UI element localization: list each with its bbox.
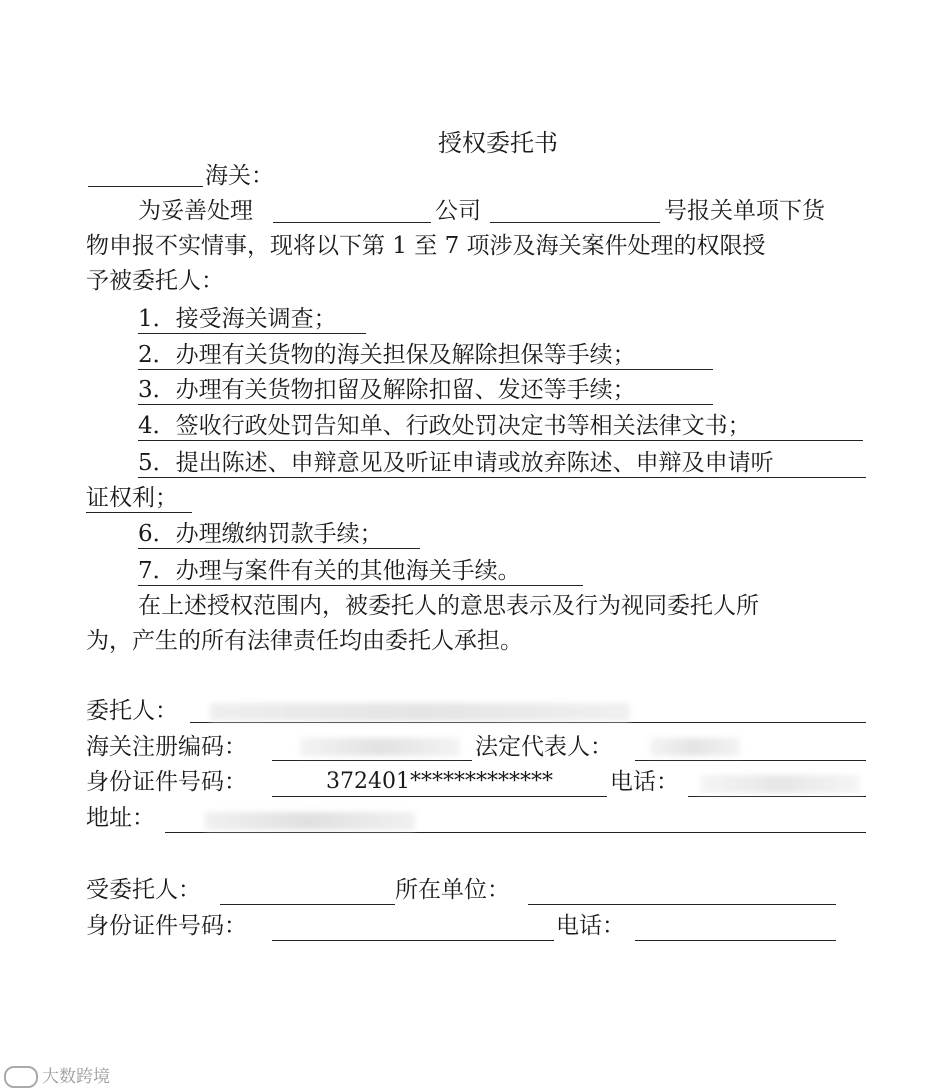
principal-id-label: 身份证件号码： [86, 769, 247, 795]
agent-label: 受委托人： [86, 877, 201, 903]
customs-code-field[interactable] [272, 760, 472, 761]
authority-item-2: 2．办理有关货物的海关担保及解除担保等手续； [138, 342, 636, 368]
salutation: 海关： [205, 163, 274, 189]
item-1-underline [138, 333, 366, 334]
item-5-underline [138, 477, 866, 478]
item-4-underline [138, 440, 863, 441]
watermark-logo-icon [4, 1066, 38, 1088]
principal-phone-field[interactable] [688, 796, 866, 797]
customs-code-redacted [300, 738, 460, 756]
agent-id-label: 身份证件号码： [86, 913, 247, 939]
intro-line-3: 予被委托人： [86, 268, 224, 294]
intro-part-1: 为妥善处理 [138, 198, 253, 224]
principal-id-field[interactable] [272, 796, 607, 797]
agent-unit-field[interactable] [528, 904, 836, 905]
item-3-underline [138, 404, 713, 405]
customs-name-blank[interactable] [88, 186, 203, 187]
principal-label: 委托人： [86, 698, 178, 724]
legal-rep-redacted [650, 738, 740, 756]
agent-unit-label: 所在单位： [395, 877, 510, 903]
authority-item-6: 6．办理缴纳罚款手续； [138, 521, 383, 547]
principal-redacted [210, 703, 630, 721]
principal-phone-label: 电话： [610, 769, 679, 795]
agent-phone-label: 电话： [556, 913, 625, 939]
customs-code-label: 海关注册编码： [86, 734, 247, 760]
principal-phone-redacted [700, 775, 860, 793]
document-title: 授权委托书 [438, 129, 558, 157]
address-label: 地址： [86, 805, 155, 831]
item-7-underline [138, 585, 583, 586]
watermark [4, 1062, 110, 1088]
intro-part-3: 号报关单项下货 [664, 198, 825, 224]
principal-id-value: 372401************* [326, 769, 553, 794]
intro-line-2: 物申报不实情事，现将以下第 1 至 7 项涉及海关案件处理的权限授 [86, 233, 766, 259]
legal-rep-label: 法定代表人： [475, 734, 613, 760]
declaration-number-blank[interactable] [490, 222, 660, 223]
authority-item-1: 1．接受海关调查； [138, 306, 337, 332]
intro-part-2: 公司 [435, 198, 481, 224]
closing-line-1: 在上述授权范围内，被委托人的意思表示及行为视同委托人所 [138, 593, 759, 619]
authority-item-5-cont: 证权利； [86, 485, 178, 511]
authority-item-5: 5．提出陈述、申辩意见及听证申请或放弃陈述、申辩及申请听 [138, 450, 774, 476]
authority-item-7: 7．办理与案件有关的其他海关手续。 [138, 558, 521, 584]
closing-line-2: 为，产生的所有法律责任均由委托人承担。 [86, 628, 523, 654]
authority-item-3: 3．办理有关货物扣留及解除扣留、发还等手续； [138, 377, 636, 403]
company-name-blank[interactable] [273, 222, 431, 223]
principal-field[interactable] [190, 722, 866, 723]
legal-rep-field[interactable] [635, 760, 866, 761]
item-5-cont-underline [86, 512, 192, 513]
item-2-underline [138, 369, 713, 370]
agent-id-field[interactable] [272, 940, 554, 941]
watermark-text: 大数跨境 [42, 1067, 110, 1087]
authority-item-4: 4．签收行政处罚告知单、行政处罚决定书等相关法律文书； [138, 413, 751, 439]
address-field[interactable] [165, 832, 866, 833]
agent-phone-field[interactable] [635, 940, 836, 941]
item-6-underline [138, 548, 420, 549]
address-redacted [205, 812, 415, 830]
agent-field[interactable] [220, 904, 395, 905]
